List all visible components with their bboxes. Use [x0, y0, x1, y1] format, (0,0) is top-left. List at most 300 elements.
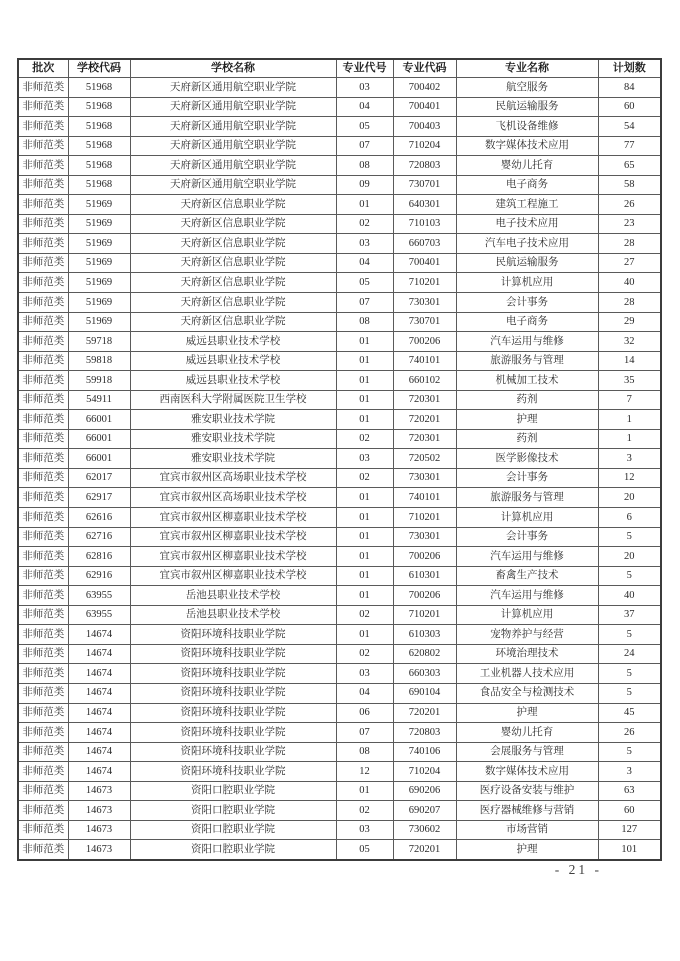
table-cell: 威远县职业技术学校 [130, 371, 336, 391]
table-cell: 23 [598, 214, 661, 234]
table-cell: 非师范类 [18, 644, 68, 664]
table-cell: 59818 [68, 351, 130, 371]
table-cell: 14674 [68, 625, 130, 645]
table-cell: 天府新区通用航空职业学院 [130, 78, 336, 98]
table-cell: 700206 [393, 332, 456, 352]
table-cell: 旅游服务与管理 [456, 488, 598, 508]
table-cell: 市场营销 [456, 820, 598, 840]
table-cell: 民航运输服务 [456, 253, 598, 273]
table-cell: 宜宾市叙州区高场职业技术学校 [130, 468, 336, 488]
table-cell: 宜宾市叙州区高场职业技术学校 [130, 488, 336, 508]
table-cell: 14674 [68, 703, 130, 723]
table-cell: 03 [336, 664, 393, 684]
table-cell: 资阳口腔职业学院 [130, 801, 336, 821]
table-cell: 资阳环境科技职业学院 [130, 742, 336, 762]
table-cell: 01 [336, 390, 393, 410]
table-cell: 01 [336, 371, 393, 391]
table-cell: 宜宾市叙州区柳嘉职业技术学校 [130, 527, 336, 547]
table-cell: 63955 [68, 605, 130, 625]
table-row [18, 410, 661, 430]
table-cell: 14673 [68, 840, 130, 860]
table-cell: 710201 [393, 508, 456, 528]
table-cell: 05 [336, 273, 393, 293]
table-cell: 01 [336, 410, 393, 430]
table-cell: 护理 [456, 703, 598, 723]
table-cell: 01 [336, 566, 393, 586]
table-cell: 51969 [68, 293, 130, 313]
table-cell: 14673 [68, 801, 130, 821]
table-cell: 宜宾市叙州区柳嘉职业技术学校 [130, 566, 336, 586]
table-cell: 02 [336, 644, 393, 664]
table-row [18, 273, 661, 293]
table-cell: 66001 [68, 449, 130, 469]
table-cell: 资阳环境科技职业学院 [130, 683, 336, 703]
table-cell: 12 [336, 762, 393, 782]
table-cell: 66001 [68, 429, 130, 449]
table-cell: 计算机应用 [456, 508, 598, 528]
table-cell: 60 [598, 801, 661, 821]
table-cell: 730602 [393, 820, 456, 840]
table-cell: 51968 [68, 156, 130, 176]
table-cell: 720301 [393, 390, 456, 410]
table-cell: 威远县职业技术学校 [130, 332, 336, 352]
table-cell: 26 [598, 723, 661, 743]
table-cell: 01 [336, 527, 393, 547]
admission-plan-table [17, 58, 662, 861]
table-cell: 汽车运用与维修 [456, 332, 598, 352]
table-row [18, 175, 661, 195]
table-cell: 雅安职业技术学院 [130, 429, 336, 449]
table-row [18, 390, 661, 410]
table-cell: 食品安全与检测技术 [456, 683, 598, 703]
table-cell: 雅安职业技术学院 [130, 410, 336, 430]
table-row [18, 78, 661, 98]
table-row [18, 293, 661, 313]
table-cell: 1 [598, 429, 661, 449]
table-cell: 资阳环境科技职业学院 [130, 703, 336, 723]
table-row [18, 371, 661, 391]
table-cell: 700206 [393, 547, 456, 567]
table-cell: 非师范类 [18, 723, 68, 743]
table-cell: 710201 [393, 273, 456, 293]
table-cell: 62616 [68, 508, 130, 528]
table-cell: 101 [598, 840, 661, 860]
table-cell: 数字媒体技术应用 [456, 762, 598, 782]
table-cell: 14674 [68, 742, 130, 762]
table-cell: 电子技术应用 [456, 214, 598, 234]
table-cell: 51969 [68, 253, 130, 273]
table-cell: 51969 [68, 234, 130, 254]
table-cell: 40 [598, 586, 661, 606]
table-cell: 资阳环境科技职业学院 [130, 762, 336, 782]
table-cell: 127 [598, 820, 661, 840]
table-cell: 资阳环境科技职业学院 [130, 644, 336, 664]
table-cell: 02 [336, 605, 393, 625]
table-row [18, 508, 661, 528]
table-cell: 药剂 [456, 390, 598, 410]
table-cell: 01 [336, 547, 393, 567]
table-cell: 会展服务与管理 [456, 742, 598, 762]
table-cell: 710201 [393, 605, 456, 625]
table-cell: 51968 [68, 136, 130, 156]
table-cell: 工业机器人技术应用 [456, 664, 598, 684]
table-cell: 计算机应用 [456, 273, 598, 293]
table-cell: 730301 [393, 468, 456, 488]
table-cell: 非师范类 [18, 664, 68, 684]
table-cell: 非师范类 [18, 253, 68, 273]
table-row [18, 781, 661, 801]
table-cell: 天府新区通用航空职业学院 [130, 97, 336, 117]
table-cell: 非师范类 [18, 312, 68, 332]
table-cell: 天府新区信息职业学院 [130, 253, 336, 273]
table-cell: 14674 [68, 723, 130, 743]
table-cell: 620802 [393, 644, 456, 664]
table-cell: 非师范类 [18, 762, 68, 782]
table-cell: 08 [336, 156, 393, 176]
table-cell: 62017 [68, 468, 130, 488]
table-cell: 02 [336, 801, 393, 821]
table-cell: 720803 [393, 723, 456, 743]
table-cell: 01 [336, 781, 393, 801]
table-cell: 01 [336, 332, 393, 352]
table-cell: 电子商务 [456, 175, 598, 195]
table-cell: 14673 [68, 820, 130, 840]
table-cell: 02 [336, 468, 393, 488]
table-row [18, 468, 661, 488]
table-cell: 资阳口腔职业学院 [130, 840, 336, 860]
table-cell: 690104 [393, 683, 456, 703]
table-cell: 720301 [393, 429, 456, 449]
table-cell: 天府新区通用航空职业学院 [130, 156, 336, 176]
table-cell: 54 [598, 117, 661, 137]
table-cell: 58 [598, 175, 661, 195]
table-cell: 14674 [68, 683, 130, 703]
table-cell: 非师范类 [18, 410, 68, 430]
table-cell: 740106 [393, 742, 456, 762]
table-cell: 汽车运用与维修 [456, 547, 598, 567]
table-cell: 62916 [68, 566, 130, 586]
table-cell: 740101 [393, 488, 456, 508]
table-cell: 65 [598, 156, 661, 176]
table-cell: 14673 [68, 781, 130, 801]
table-cell: 63955 [68, 586, 130, 606]
table-row [18, 312, 661, 332]
table-cell: 05 [336, 840, 393, 860]
table-row [18, 527, 661, 547]
table-cell: 03 [336, 78, 393, 98]
table-cell: 5 [598, 683, 661, 703]
page-number: - 21 - [554, 862, 602, 877]
table-cell: 720502 [393, 449, 456, 469]
table-cell: 01 [336, 351, 393, 371]
column-header: 专业代码 [393, 59, 456, 78]
table-cell: 740101 [393, 351, 456, 371]
column-header: 学校名称 [130, 59, 336, 78]
table-cell: 08 [336, 742, 393, 762]
table-cell: 27 [598, 253, 661, 273]
table-cell: 非师范类 [18, 449, 68, 469]
table-cell: 01 [336, 586, 393, 606]
table-body [18, 78, 661, 861]
table-cell: 非师范类 [18, 566, 68, 586]
table-header-row [18, 59, 661, 78]
table-row [18, 703, 661, 723]
table-cell: 5 [598, 625, 661, 645]
table-cell: 旅游服务与管理 [456, 351, 598, 371]
table-row [18, 566, 661, 586]
table-cell: 06 [336, 703, 393, 723]
table-cell: 资阳口腔职业学院 [130, 820, 336, 840]
table-cell: 7 [598, 390, 661, 410]
table-cell: 51969 [68, 312, 130, 332]
table-cell: 6 [598, 508, 661, 528]
table-cell: 51968 [68, 97, 130, 117]
table-cell: 62716 [68, 527, 130, 547]
table-cell: 非师范类 [18, 625, 68, 645]
table-cell: 610301 [393, 566, 456, 586]
table-cell: 63 [598, 781, 661, 801]
table-cell: 700402 [393, 78, 456, 98]
table-cell: 04 [336, 97, 393, 117]
table-cell: 24 [598, 644, 661, 664]
table-cell: 婴幼儿托育 [456, 156, 598, 176]
table-cell: 730701 [393, 312, 456, 332]
table-cell: 660303 [393, 664, 456, 684]
table-cell: 700401 [393, 253, 456, 273]
table-cell: 环境治理技术 [456, 644, 598, 664]
table-cell: 1 [598, 410, 661, 430]
table-cell: 40 [598, 273, 661, 293]
table-cell: 37 [598, 605, 661, 625]
table-cell: 03 [336, 449, 393, 469]
table-cell: 66001 [68, 410, 130, 430]
table-cell: 45 [598, 703, 661, 723]
table-cell: 天府新区信息职业学院 [130, 293, 336, 313]
table-cell: 01 [336, 625, 393, 645]
table-cell: 03 [336, 820, 393, 840]
table-cell: 航空服务 [456, 78, 598, 98]
column-header: 学校代码 [68, 59, 130, 78]
table-row [18, 195, 661, 215]
table-cell: 720803 [393, 156, 456, 176]
table-cell: 32 [598, 332, 661, 352]
table-cell: 非师范类 [18, 175, 68, 195]
table-cell: 01 [336, 488, 393, 508]
table-cell: 机械加工技术 [456, 371, 598, 391]
table-cell: 04 [336, 253, 393, 273]
table-cell: 天府新区信息职业学院 [130, 195, 336, 215]
table-cell: 资阳环境科技职业学院 [130, 664, 336, 684]
table-cell: 59918 [68, 371, 130, 391]
table-cell: 非师范类 [18, 840, 68, 860]
table-row [18, 820, 661, 840]
column-header: 专业名称 [456, 59, 598, 78]
table-cell: 720201 [393, 410, 456, 430]
table-cell: 电子商务 [456, 312, 598, 332]
table-cell: 720201 [393, 840, 456, 860]
table-row [18, 253, 661, 273]
table-cell: 会计事务 [456, 293, 598, 313]
table-cell: 天府新区信息职业学院 [130, 312, 336, 332]
table-cell: 医学影像技术 [456, 449, 598, 469]
table-cell: 77 [598, 136, 661, 156]
table-cell: 雅安职业技术学院 [130, 449, 336, 469]
table-row [18, 117, 661, 137]
table-cell: 5 [598, 742, 661, 762]
table-cell: 天府新区通用航空职业学院 [130, 136, 336, 156]
table-cell: 51968 [68, 117, 130, 137]
table-row [18, 214, 661, 234]
table-row [18, 801, 661, 821]
table-cell: 26 [598, 195, 661, 215]
table-cell: 畜禽生产技术 [456, 566, 598, 586]
table-cell: 民航运输服务 [456, 97, 598, 117]
table-cell: 730701 [393, 175, 456, 195]
table-cell: 3 [598, 449, 661, 469]
table-cell: 700403 [393, 117, 456, 137]
table-cell: 非师范类 [18, 195, 68, 215]
table-row [18, 332, 661, 352]
table-cell: 非师范类 [18, 468, 68, 488]
table-cell: 资阳口腔职业学院 [130, 781, 336, 801]
table-cell: 84 [598, 78, 661, 98]
table-cell: 690206 [393, 781, 456, 801]
table-cell: 07 [336, 723, 393, 743]
table-cell: 天府新区通用航空职业学院 [130, 175, 336, 195]
table-cell: 非师范类 [18, 586, 68, 606]
table-cell: 02 [336, 429, 393, 449]
table-cell: 会计事务 [456, 527, 598, 547]
table-cell: 非师范类 [18, 97, 68, 117]
table-cell: 660102 [393, 371, 456, 391]
table-cell: 计算机应用 [456, 605, 598, 625]
table-cell: 建筑工程施工 [456, 195, 598, 215]
table-cell: 岳池县职业技术学校 [130, 586, 336, 606]
table-cell: 14674 [68, 762, 130, 782]
table-cell: 非师范类 [18, 781, 68, 801]
table-cell: 非师范类 [18, 332, 68, 352]
table-cell: 5 [598, 527, 661, 547]
table-cell: 690207 [393, 801, 456, 821]
table-cell: 非师范类 [18, 703, 68, 723]
table-cell: 720201 [393, 703, 456, 723]
table-cell: 51968 [68, 175, 130, 195]
table-cell: 610303 [393, 625, 456, 645]
table-cell: 04 [336, 683, 393, 703]
table-cell: 非师范类 [18, 683, 68, 703]
table-cell: 非师范类 [18, 605, 68, 625]
table-cell: 710204 [393, 136, 456, 156]
table-cell: 非师范类 [18, 429, 68, 449]
table-cell: 05 [336, 117, 393, 137]
table-cell: 09 [336, 175, 393, 195]
table-cell: 非师范类 [18, 801, 68, 821]
table-cell: 14674 [68, 664, 130, 684]
table-cell: 非师范类 [18, 371, 68, 391]
table-cell: 非师范类 [18, 117, 68, 137]
table-cell: 14 [598, 351, 661, 371]
table-cell: 01 [336, 195, 393, 215]
table-row [18, 586, 661, 606]
table-cell: 14674 [68, 644, 130, 664]
table-cell: 非师范类 [18, 547, 68, 567]
table-cell: 5 [598, 566, 661, 586]
table-row [18, 762, 661, 782]
table-cell: 飞机设备维修 [456, 117, 598, 137]
column-header: 计划数 [598, 59, 661, 78]
table-cell: 非师范类 [18, 273, 68, 293]
table-cell: 资阳环境科技职业学院 [130, 625, 336, 645]
table-cell: 医疗器械维修与营销 [456, 801, 598, 821]
table-row [18, 723, 661, 743]
table-cell: 07 [336, 293, 393, 313]
table-cell: 660703 [393, 234, 456, 254]
table-cell: 59718 [68, 332, 130, 352]
table-cell: 51969 [68, 214, 130, 234]
table-cell: 非师范类 [18, 214, 68, 234]
table-cell: 5 [598, 664, 661, 684]
table-cell: 威远县职业技术学校 [130, 351, 336, 371]
table-row [18, 625, 661, 645]
table-cell: 3 [598, 762, 661, 782]
table-cell: 非师范类 [18, 390, 68, 410]
table-row [18, 156, 661, 176]
table-cell: 非师范类 [18, 488, 68, 508]
table-cell: 医疗设备安装与维护 [456, 781, 598, 801]
table-cell: 51969 [68, 195, 130, 215]
table-row [18, 488, 661, 508]
table-cell: 01 [336, 508, 393, 528]
table-cell: 700401 [393, 97, 456, 117]
table-row [18, 136, 661, 156]
table-row [18, 234, 661, 254]
table-cell: 非师范类 [18, 508, 68, 528]
table-cell: 28 [598, 293, 661, 313]
table-cell: 08 [336, 312, 393, 332]
table-row [18, 683, 661, 703]
table-cell: 60 [598, 97, 661, 117]
table-row [18, 449, 661, 469]
table-cell: 非师范类 [18, 351, 68, 371]
table-cell: 51969 [68, 273, 130, 293]
table-cell: 710204 [393, 762, 456, 782]
table-cell: 天府新区信息职业学院 [130, 214, 336, 234]
table-cell: 非师范类 [18, 234, 68, 254]
table-cell: 宠物养护与经营 [456, 625, 598, 645]
table-cell: 20 [598, 547, 661, 567]
table-row [18, 840, 661, 860]
table-cell: 20 [598, 488, 661, 508]
column-header: 专业代号 [336, 59, 393, 78]
table-cell: 非师范类 [18, 78, 68, 98]
table-cell: 640301 [393, 195, 456, 215]
table-cell: 28 [598, 234, 661, 254]
table-cell: 宜宾市叙州区柳嘉职业技术学校 [130, 508, 336, 528]
table-row [18, 742, 661, 762]
table-cell: 汽车电子技术应用 [456, 234, 598, 254]
table-cell: 非师范类 [18, 156, 68, 176]
table-cell: 数字媒体技术应用 [456, 136, 598, 156]
table-row [18, 664, 661, 684]
table-cell: 07 [336, 136, 393, 156]
table-cell: 62917 [68, 488, 130, 508]
table-cell: 700206 [393, 586, 456, 606]
table-cell: 资阳环境科技职业学院 [130, 723, 336, 743]
table-cell: 宜宾市叙州区柳嘉职业技术学校 [130, 547, 336, 567]
table-cell: 02 [336, 214, 393, 234]
table-cell: 护理 [456, 410, 598, 430]
table-cell: 730301 [393, 293, 456, 313]
